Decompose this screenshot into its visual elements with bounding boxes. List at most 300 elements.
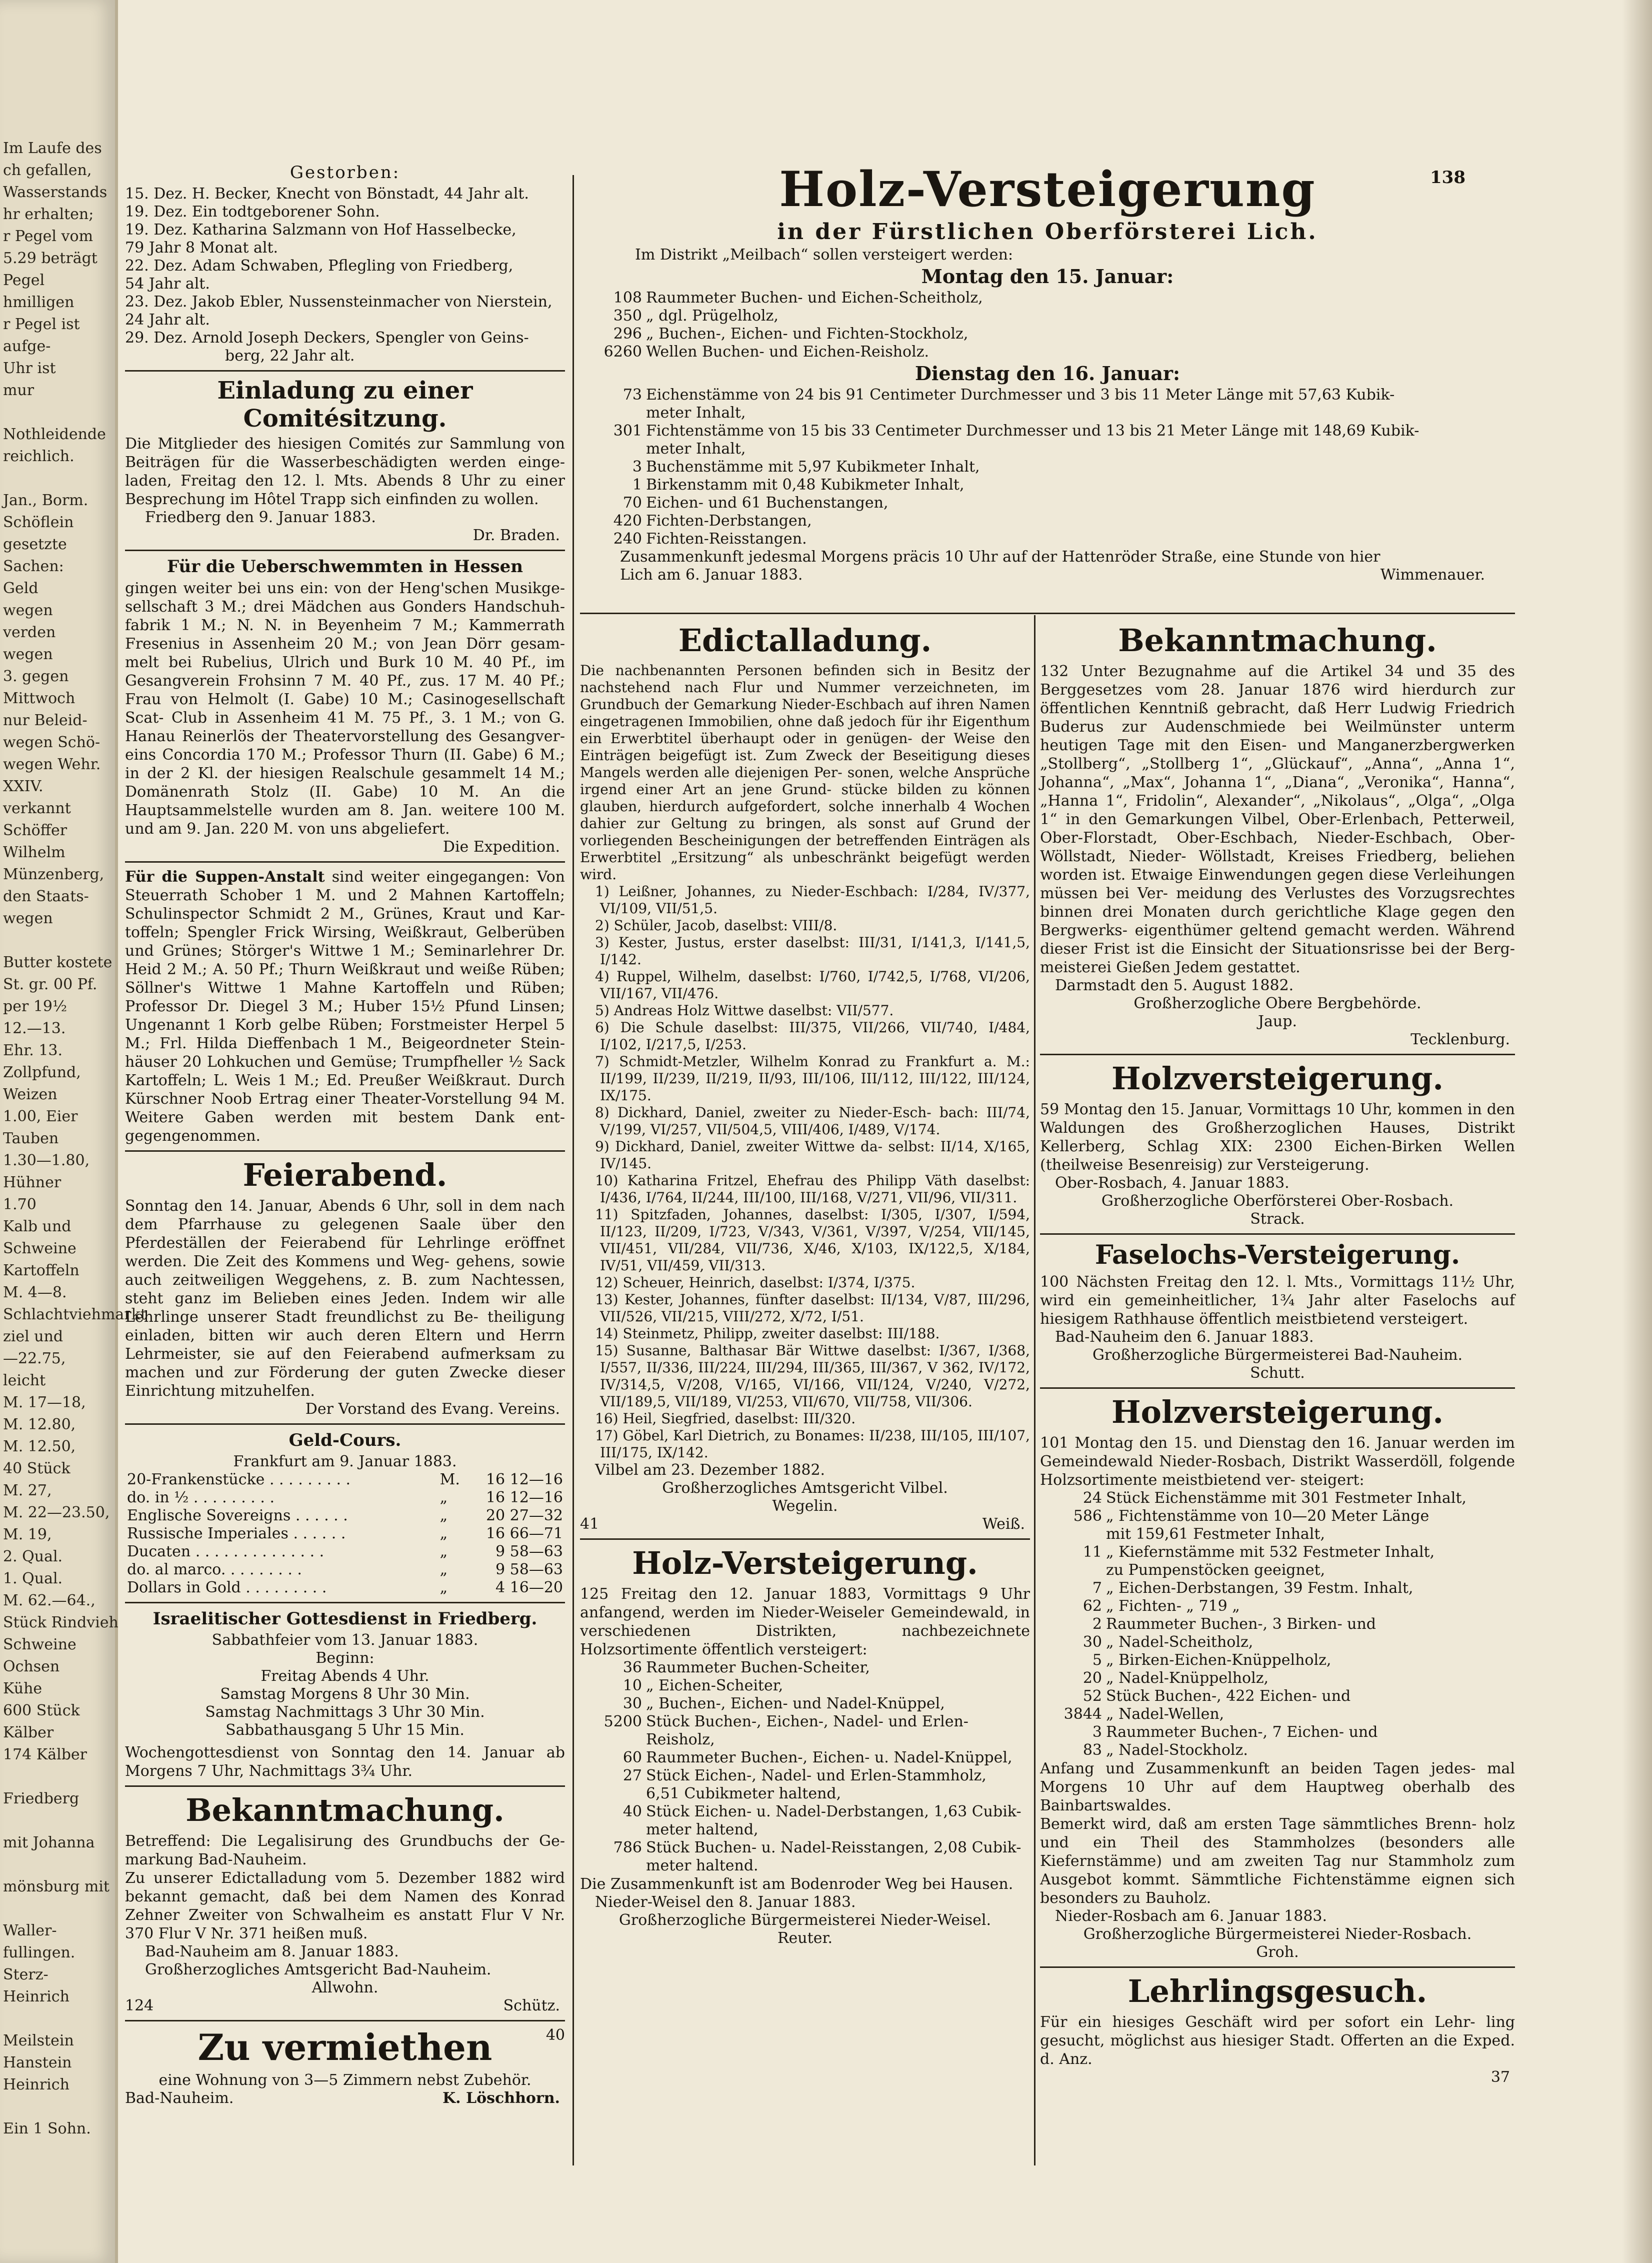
- list-row: [1040, 1705, 1515, 1723]
- edict-item: 9) Dickhard, Daniel, zweiter Wittwe da- selbst: II/14, X/165, IV/145.: [595, 1138, 1030, 1172]
- soup-title: Für die Suppen-Anstalt: [125, 868, 325, 886]
- gutter-text-line: XXIV.: [3, 778, 44, 795]
- faselochs-office: Großherzogliche Bürgermeisterei Bad-Nauheim.: [1092, 1346, 1463, 1364]
- gutter-text-line: mönsburg mit: [3, 1878, 110, 1895]
- row-quantity: [1040, 1561, 1104, 1579]
- gutter-text-line: Stück Rindvieh: [3, 1614, 118, 1631]
- divider: [125, 550, 565, 551]
- row-description: „ Birken-Eichen-Knüppelholz,: [1106, 1651, 1332, 1669]
- edict-name: Wegelin.: [772, 1497, 838, 1515]
- geld-row: [125, 1579, 565, 1597]
- top-auction-day2-list: [580, 386, 1515, 548]
- edict-item: 5) Andreas Holz Wittwe daselbst: VII/577.: [595, 1002, 894, 1019]
- gutter-text-line: gesetzte: [3, 536, 67, 553]
- right-auction1-text: 59 Montag den 15. Januar, Vormittags 10 Uhr, kommen in den Waldungen des Großherzoglichen Hauses, Distrikt Kellerberg, Schlag XIX: 2300 Eichen-Birken Wellen (theilweise Besenreisig) zur Versteigerung.: [1040, 1101, 1515, 1174]
- row-description: Raummeter Buchen-, 3 Birken- und: [1106, 1615, 1376, 1633]
- geld-row: [125, 1507, 565, 1525]
- gutter-text-line: Nothleidende: [3, 426, 106, 443]
- row-quantity: 73: [622, 386, 642, 404]
- row-description: Reisholz,: [646, 1731, 715, 1748]
- gutter-text-line: wegen: [3, 910, 53, 927]
- geld-value: 4 16—20: [496, 1579, 563, 1596]
- top-auction-intro: Im Distrikt „Meilbach“ sollen versteigert werden:: [635, 246, 1014, 264]
- list-row: [1040, 1615, 1515, 1633]
- mid-auction-list: [580, 1659, 1030, 1875]
- mid-auction-title: Holz-Versteigerung.: [632, 1545, 978, 1581]
- row-quantity: 2: [1092, 1615, 1102, 1633]
- edict-item: 16) Heil, Siegfried, daselbst: III/320.: [595, 1410, 856, 1427]
- right-column: [1040, 620, 1515, 2190]
- gutter-text-line: Friedberg: [3, 1790, 80, 1807]
- list-row: [580, 386, 1515, 404]
- row-description: zu Pumpenstöcken geeignet,: [1106, 1561, 1326, 1579]
- row-quantity: 20: [1082, 1669, 1102, 1687]
- gutter-text-line: 600 Stück: [3, 1702, 80, 1719]
- row-quantity: 1: [632, 476, 642, 494]
- row-quantity: 6260: [604, 343, 642, 361]
- list-row: [1040, 1651, 1515, 1669]
- divider: [125, 1423, 565, 1425]
- row-description: Raummeter Buchen- und Eichen-Scheitholz,: [646, 289, 983, 307]
- lehrling-text: Für ein hiesiges Geschäft wird per sofort ein Lehr- ling gesucht, möglichst aus hiesiger Stadt. Offerten an die Exped. d. Anz.: [1040, 2013, 1515, 2068]
- comite-place: Friedberg den 9. Januar 1883.: [145, 509, 376, 526]
- list-row: [1040, 1543, 1515, 1561]
- faselochs-signature: Schutt.: [1250, 1364, 1305, 1382]
- row-description: „ Fichtenstämme von 10—20 Meter Länge: [1106, 1507, 1430, 1525]
- geld-unit: „: [440, 1489, 448, 1506]
- row-description: Stück Eichenstämme mit 301 Festmeter Inhalt,: [1106, 1489, 1466, 1507]
- death-entry: 54 Jahr alt.: [125, 275, 210, 293]
- right-auction1-place: Ober-Rosbach, 4. Januar 1883.: [1055, 1174, 1290, 1192]
- edict-signature: Weiß.: [982, 1515, 1025, 1533]
- list-row: [580, 289, 1515, 307]
- gutter-text-line: Kälber: [3, 1724, 54, 1741]
- right-auction2-office: Großherzogliche Bürgermeisterei Nieder-Rosbach.: [1083, 1925, 1472, 1943]
- geld-row: [125, 1489, 565, 1507]
- israel-line: Beginn:: [316, 1649, 374, 1667]
- row-description: „ Kiefernstämme mit 532 Festmeter Inhalt,: [1106, 1543, 1435, 1561]
- left-column: [125, 160, 565, 2190]
- row-quantity: 70: [622, 494, 642, 512]
- row-quantity: 30: [622, 1695, 642, 1712]
- geld-value: 20 27—32: [486, 1507, 563, 1524]
- geld-name: do. in ½ . . . . . . . . .: [127, 1489, 274, 1506]
- edict-title: Edictalladung.: [678, 622, 932, 659]
- israel-line: Samstag Morgens 8 Uhr 30 Min.: [220, 1685, 470, 1703]
- row-description: Eichen- und 61 Buchenstangen,: [646, 494, 888, 512]
- gutter-text-line: M. 22—23.50,: [3, 1504, 110, 1521]
- gutter-text-line: M. 19,: [3, 1526, 52, 1543]
- row-quantity: 10: [622, 1677, 642, 1694]
- gutter-text-line: Wilhelm: [3, 844, 66, 861]
- row-quantity: 5: [1092, 1651, 1102, 1669]
- gutter-text-line: mit Johanna: [3, 1834, 95, 1851]
- row-quantity: [580, 1857, 644, 1875]
- edict-item: 1) Leißner, Johannes, zu Nieder-Eschbach: I/284, IV/377, VI/109, VII/51,5.: [595, 883, 1030, 917]
- list-row: [580, 512, 1515, 530]
- right-auction2-meeting: Anfang und Zusammenkunft an beiden Tagen jedes- mal Morgens 10 Uhr auf dem Hauptweg oberhalb des Bainbartswaldes.: [1040, 1760, 1515, 1814]
- deaths-title: Gestorben:: [290, 163, 400, 183]
- gutter-text-line: 174 Kälber: [3, 1746, 87, 1763]
- gutter-text-line: Münzenberg,: [3, 866, 104, 883]
- faselochs-title: Faselochs-Versteigerung.: [1094, 1240, 1460, 1270]
- gutter-text-line: Ehr. 13.: [3, 1042, 63, 1059]
- gutter-text-line: leicht: [3, 1372, 46, 1389]
- gutter-text-line: M. 4—8.: [3, 1284, 67, 1301]
- middle-column: [580, 620, 1030, 2190]
- death-entry: berg, 22 Jahr alt.: [225, 347, 355, 365]
- faselochs-text: 100 Nächsten Freitag den 12. l. Mts., Vormittags 11½ Uhr, wird ein gemeinheitlicher, 1¾ Jahr alter Faselochs auf hiesigem Rathhause öffentlich meistbietend versteigert.: [1040, 1273, 1515, 1328]
- mid-auction-meeting: Die Zusammenkunft ist am Bodenroder Weg bei Hausen.: [580, 1875, 1014, 1893]
- divider: [125, 1150, 565, 1152]
- edict-office: Großherzogliches Amtsgericht Vilbel.: [662, 1479, 948, 1497]
- gutter-text-line: Zollpfund,: [3, 1064, 81, 1081]
- gutter-text-line: Schöffer: [3, 822, 68, 839]
- geld-value: 16 12—16: [486, 1471, 563, 1488]
- gutter-text-line: r Pegel vom: [3, 228, 94, 245]
- row-description: meter haltend.: [646, 1857, 758, 1874]
- gutter-text-line: aufge-: [3, 338, 51, 355]
- row-quantity: [580, 404, 644, 422]
- feierabend-title: Feierabend.: [242, 1157, 448, 1193]
- gutter-text-line: Hanstein: [3, 2054, 72, 2071]
- bekanntmachung-left-name: Allwohn.: [312, 1979, 378, 1996]
- geld-name: Ducaten . . . . . . . . . . . . . .: [127, 1543, 324, 1560]
- israel-schedule: [125, 1631, 565, 1739]
- top-auction-day2: Dienstag den 16. Januar:: [914, 362, 1180, 385]
- row-quantity: [1040, 1525, 1104, 1543]
- gutter-text-line: Waller-: [3, 1922, 57, 1939]
- row-description: 6,51 Cubikmeter haltend,: [646, 1785, 842, 1802]
- geld-value: 9 58—63: [496, 1543, 563, 1560]
- row-quantity: 52: [1082, 1687, 1102, 1705]
- edict-item: 6) Die Schule daselbst: III/375, VII/266, VII/740, I/484, I/102, I/217,5, I/253.: [595, 1019, 1030, 1053]
- row-description: Fichten-Reisstangen.: [646, 530, 807, 548]
- row-description: meter Inhalt,: [646, 440, 746, 458]
- divider: [1040, 1054, 1515, 1055]
- edict-item: 2) Schüler, Jacob, daselbst: VIII/8.: [595, 917, 838, 934]
- bekanntmachung-right-text: 132 Unter Bezugnahme auf die Artikel 34 und 35 des Berggesetzes vom 28. Januar 1876 wird hierdurch zur öffentlichen Kenntniß gebracht, daß Herr Ludwig Friedrich Buderus zur Audenschmiede bei Weilmünster unterm heutigen Tage mit den Eisen- und Manganerzbergwerken „Stollberg“, „Stollberg 1“, „Glückauf“, „Anna“, „Anna 1“, Johanna“, „Max“, Johanna 1“, „Diana“, „Veronika“, Hanna“, „Hanna 1“, Fridolin“, Alexander“, „Nikolaus“, „Olga“, „Olga 1“ in den Gemarkungen Vilbel, Ober-Erlenbach, Petterweil, Ober-Florstadt, Ober-Eschbach, Nieder-Eschbach, Ober-Wöllstadt, Nieder- Wöllstadt, Kreises Friedberg, beliehen worden ist. Etwaige Einwendungen gegen diese Verleihungen müssen bei Ver- meidung des Verlustes des Vorzugsrechtes binnen drei Monaten durch gerichtliche Klage gegen den Bergwerks- eigenthümer geltend gemacht werden. Während dieser Frist ist die Einsicht der Situationsrisse bei der Berg- meisterei Gießen Jedem gestattet.: [1040, 663, 1515, 976]
- bekanntmachung-right-name: Jaup.: [1258, 1013, 1297, 1030]
- row-quantity: 60: [622, 1749, 642, 1766]
- list-row: [1040, 1633, 1515, 1651]
- right-auction2-text: 101 Montag den 15. und Dienstag den 16. Januar werden im Gemeindewald Nieder-Rosbach, Distrikt Wasserdöll, folgende Holzsortimente meistbietend ver- steigert:: [1040, 1434, 1515, 1489]
- row-description: Eichenstämme von 24 bis 91 Centimeter Durchmesser und 3 bis 11 Meter Länge mit 57,63 Kubik-: [646, 386, 1395, 404]
- divider: [125, 2020, 565, 2021]
- gutter-text-line: Butter kostete: [3, 954, 112, 971]
- geld-row: [125, 1543, 565, 1561]
- row-description: „ Buchen-, Eichen- und Nadel-Knüppel,: [646, 1695, 945, 1712]
- list-row: [1040, 1507, 1515, 1525]
- row-description: „ Fichten- „ 719 „: [1106, 1597, 1240, 1615]
- divider: [1040, 1233, 1515, 1235]
- geld-unit: „: [440, 1561, 448, 1578]
- list-row: [580, 440, 1515, 458]
- geld-value: 16 12—16: [486, 1489, 563, 1506]
- gutter-text-line: 3. gegen: [3, 668, 69, 685]
- divider: [1040, 1387, 1515, 1389]
- gutter-text-line: Schweine: [3, 1240, 76, 1257]
- row-description: „ Eichen-Derbstangen, 39 Festm. Inhalt,: [1106, 1579, 1414, 1597]
- geld-row: [125, 1471, 565, 1489]
- geld-name: Dollars in Gold . . . . . . . . .: [127, 1579, 327, 1596]
- row-quantity: 420: [613, 512, 642, 530]
- row-quantity: 27: [622, 1767, 642, 1784]
- row-quantity: [580, 1785, 644, 1803]
- gutter-text-line: Uhr ist: [3, 360, 56, 377]
- gutter-text-line: Kühe: [3, 1680, 42, 1697]
- gutter-text-line: fullingen.: [3, 1944, 76, 1961]
- gutter-text-line: 12.—13.: [3, 1020, 66, 1037]
- row-description: Birkenstamm mit 0,48 Kubikmeter Inhalt,: [646, 476, 964, 494]
- feierabend-text: Sonntag den 14. Januar, Abends 6 Uhr, soll in dem nach dem Pfarrhause zu gelegenen Saale über den Pferdeställen der Feierabend für Lehrlinge eröffnet werden. Die Zeit des Kommens und Weg- gehens, sowie auch zeitweiligen Weggehens, z. B. zum Nachtessen, steht ganz im Belieben eines Jeden. Indem wir alle Lehrlinge unserer Stadt freundlichst zu Be- theiligung einladen, bitten wir auch deren Eltern und Herrn Lehrmeister, sie auf den Feierabend aufmerksam zu machen und zur Förderung der guten Zwecke dieser Einrichtung mitzuhelfen.: [125, 1197, 565, 1400]
- mid-auction-text: 125 Freitag den 12. Januar 1883, Vormittags 9 Uhr anfangend, werden im Nieder-Weiseler Gemeindewald, in verschiedenen Distrikten, nachbezeichnete Holzsortimente öffentlich versteigert:: [580, 1585, 1030, 1658]
- row-description: Stück Eichen-, Nadel- und Erlen-Stammholz,: [646, 1767, 986, 1784]
- geld-cours-title: Geld-Cours.: [288, 1430, 402, 1450]
- bekanntmachung-right-office: Großherzogliche Obere Bergbehörde.: [1134, 995, 1422, 1012]
- list-row: [580, 476, 1515, 494]
- gutter-text-line: den Staats-: [3, 888, 89, 905]
- edict-item: 4) Ruppel, Wilhelm, daselbst: I/760, I/742,5, I/768, VI/206, VII/167, VII/476.: [595, 968, 1030, 1002]
- death-entry: 24 Jahr alt.: [125, 311, 210, 329]
- row-description: Fichtenstämme von 15 bis 33 Centimeter Durchmesser und 13 bis 21 Meter Länge mit 148,69 Kubik-: [646, 422, 1420, 440]
- geld-name: Englische Sovereigns . . . . . .: [127, 1507, 348, 1524]
- gutter-text-line: M. 17—18,: [3, 1394, 86, 1411]
- gutter-text-line: nur Beleid-: [3, 712, 88, 729]
- edict-number: 41: [580, 1515, 600, 1533]
- geld-cours-place: Frankfurt am 9. Januar 1883.: [233, 1453, 457, 1470]
- bekanntmachung-left-office: Großherzogliches Amtsgericht Bad-Nauheim.: [145, 1961, 492, 1978]
- israel-line: Sabbathfeier vom 13. Januar 1883.: [212, 1631, 478, 1649]
- list-row: [580, 1767, 1030, 1785]
- row-quantity: 108: [613, 289, 642, 307]
- bekanntmachung-left-place: Bad-Nauheim am 8. Januar 1883.: [145, 1943, 399, 1960]
- list-row: [580, 1731, 1030, 1749]
- gutter-text-line: Schweine: [3, 1636, 76, 1653]
- gutter-text-line: ziel und: [3, 1328, 64, 1345]
- edict-item: 11) Spitzfaden, Johannes, daselbst: I/305, I/307, I/594, II/123, II/209, I/723, V/343, V/361, V/397, V/254, VII/145, VII/451, VII/284, VII/736, X/46, X/103, IX/122,5, X/184, IV/51, VII/459, VII/313.: [595, 1206, 1030, 1274]
- gutter-text-line: 1.30—1.80,: [3, 1152, 90, 1169]
- comite-title: Einladung zu einer Comitésitzung.: [217, 377, 473, 433]
- row-quantity: [580, 440, 644, 458]
- right-auction1-title: Holzversteigerung.: [1112, 1060, 1444, 1097]
- top-auction-place: Lich am 6. Januar 1883.: [620, 566, 803, 584]
- geld-row: [125, 1525, 565, 1543]
- divider: [125, 861, 565, 863]
- list-row: [1040, 1579, 1515, 1597]
- right-auction2-signature: Groh.: [1256, 1943, 1299, 1961]
- death-entry: 29. Dez. Arnold Joseph Deckers, Spengler von Geins-: [125, 329, 529, 347]
- gutter-text-line: Jan., Borm.: [3, 492, 88, 509]
- gutter-text-line: reichlich.: [3, 448, 74, 465]
- top-auction-signature: Wimmenauer.: [1380, 566, 1485, 584]
- gutter-text-line: Schlachtviehmarkt: [3, 1306, 146, 1323]
- list-row: [1040, 1525, 1515, 1543]
- faselochs-place: Bad-Nauheim den 6. Januar 1883.: [1055, 1328, 1314, 1346]
- death-entry: 19. Dez. Ein todtgeborener Sohn.: [125, 203, 380, 221]
- israel-title: Israelitischer Gottesdienst in Friedberg.: [152, 1609, 538, 1629]
- list-row: [1040, 1741, 1515, 1759]
- row-description: „ Eichen-Scheiter,: [646, 1677, 784, 1694]
- mid-auction-office: Großherzogliche Bürgermeisterei Nieder-Weisel.: [618, 1911, 992, 1929]
- gutter-text-line: wegen Wehr.: [3, 756, 101, 773]
- mid-auction-name: Reuter.: [777, 1929, 833, 1947]
- bekanntmachung-right-signature: Tecklenburg.: [1410, 1031, 1510, 1048]
- list-row: [1040, 1669, 1515, 1687]
- gutter-text-line: Sterz-: [3, 1966, 48, 1983]
- death-entry: 23. Dez. Jakob Ebler, Nussensteinmacher von Nierstein,: [125, 293, 552, 311]
- gutter-text-line: Ochsen: [3, 1658, 60, 1675]
- gutter-text-line: 1.70: [3, 1196, 36, 1213]
- list-row: [580, 325, 1515, 343]
- right-auction1-signature: Strack.: [1250, 1210, 1305, 1228]
- row-quantity: 786: [613, 1839, 642, 1856]
- row-description: Raummeter Buchen-, 7 Eichen- und: [1106, 1723, 1378, 1741]
- gutter-text-line: Mittwoch: [3, 690, 76, 707]
- list-row: [580, 404, 1515, 422]
- right-auction2-title: Holzversteigerung.: [1112, 1394, 1444, 1430]
- list-row: [580, 1857, 1030, 1875]
- comite-signature: Dr. Braden.: [472, 527, 560, 544]
- death-entry: 22. Dez. Adam Schwaben, Pflegling von Friedberg,: [125, 257, 514, 275]
- right-auction2-note: Bemerkt wird, daß am ersten Tage sämmtliches Brenn- holz und ein Theil des Stammholzes (besonders alle Kiefernstämme) und am zweiten Tag nur Stammholz zum Ausgebot kommt. Sämmtliche Fichtenstämme eignen sich besonders zu Bauholz.: [1040, 1815, 1515, 1907]
- list-row: [1040, 1597, 1515, 1615]
- mid-auction-place: Nieder-Weisel den 8. Januar 1883.: [595, 1893, 856, 1911]
- edict-items: [580, 883, 1030, 1461]
- bekanntmachung-left-signature: Schütz.: [503, 1997, 560, 2014]
- row-quantity: 30: [1082, 1633, 1102, 1651]
- list-row: [1040, 1489, 1515, 1507]
- right-auction2-place: Nieder-Rosbach am 6. Januar 1883.: [1055, 1907, 1328, 1925]
- divider: [125, 1602, 565, 1603]
- gutter-text-line: Wasserstands: [3, 184, 108, 201]
- row-description: Fichten-Derbstangen,: [646, 512, 812, 530]
- row-quantity: 301: [613, 422, 642, 440]
- gutter-text-line: verden: [3, 624, 56, 641]
- edict-item: 3) Kester, Justus, erster daselbst: III/31, I/141,3, I/141,5, I/142.: [595, 934, 1030, 968]
- lehrling-title: Lehrlingsgesuch.: [1128, 1973, 1428, 2009]
- bekanntmachung-left-subject: Betreffend: Die Legalisirung des Grundbuchs der Ge- markung Bad-Nauheim.: [125, 1832, 565, 1868]
- geld-unit: „: [440, 1579, 448, 1596]
- gutter-text-line: Ein 1 Sohn.: [3, 2120, 91, 2137]
- gutter-text-line: 5.29 beträgt: [3, 250, 98, 267]
- page-edge-shadow: [1622, 0, 1652, 2263]
- geld-name: Russische Imperiales . . . . . .: [127, 1525, 346, 1542]
- deaths-list: [125, 185, 565, 365]
- list-row: [580, 1713, 1030, 1731]
- list-row: [580, 1749, 1030, 1767]
- bekanntmachung-left-text: Zu unserer Edictalladung vom 5. Dezember 1882 wird bekannt gemacht, daß bei dem Namen des Konrad Zehner Zweiter von Schwalheim es anstatt Flur V Nr. 370 Flur V Nr. 371 heißen muß.: [125, 1869, 565, 1942]
- geld-cours-table: [125, 1471, 565, 1597]
- row-quantity: 240: [613, 530, 642, 548]
- row-description: mit 159,61 Festmeter Inhalt,: [1106, 1525, 1325, 1543]
- geld-value: 16 66—71: [486, 1525, 563, 1542]
- feierabend-signature: Der Vorstand des Evang. Vereins.: [305, 1400, 560, 1418]
- edict-item: 7) Schmidt-Metzler, Wilhelm Konrad zu Frankfurt a. M.: II/199, II/239, II/219, II/93, III/106, III/112, III/122, III/124, IX/175.: [595, 1053, 1030, 1104]
- israel-line: Samstag Nachmittags 3 Uhr 30 Min.: [205, 1703, 485, 1721]
- row-quantity: 586: [1073, 1507, 1102, 1525]
- row-quantity: 296: [613, 325, 642, 343]
- list-row: [580, 530, 1515, 548]
- page-number: 138: [1430, 168, 1466, 188]
- list-row: [580, 1695, 1030, 1713]
- gutter-text-line: Weizen: [3, 1086, 58, 1103]
- gutter-text-line: M. 62.—64.,: [3, 1592, 96, 1609]
- row-description: Buchenstämme mit 5,97 Kubikmeter Inhalt,: [646, 458, 980, 476]
- gutter-text-line: wegen Schö-: [3, 734, 100, 751]
- gutter-text-line: Heinrich: [3, 1988, 70, 2005]
- gutter-text-line: 2. Qual.: [3, 1548, 63, 1565]
- top-auction-day1: Montag den 15. Januar:: [921, 265, 1174, 288]
- list-row: [580, 1839, 1030, 1857]
- gutter-text-line: r Pegel ist: [3, 316, 80, 333]
- divider: [125, 1785, 565, 1787]
- list-row: [580, 1821, 1030, 1839]
- gutter-text-line: M. 12.50,: [3, 1438, 76, 1455]
- gutter-text-line: per 19½: [3, 998, 68, 1015]
- bekanntmachung-left-number: 124: [125, 1997, 154, 2014]
- vermiethen-number: 40: [546, 2026, 565, 2044]
- gutter-text-line: 1.00, Eier: [3, 1108, 78, 1125]
- row-quantity: [580, 1731, 644, 1749]
- israel-line: Freitag Abends 4 Uhr.: [260, 1667, 430, 1685]
- list-row: [580, 494, 1515, 512]
- vermiethen-text: eine Wohnung von 3—5 Zimmern nebst Zubehör.: [158, 2071, 532, 2089]
- row-quantity: 36: [622, 1659, 642, 1676]
- row-description: Stück Buchen-, Eichen-, Nadel- und Erlen-: [646, 1713, 968, 1730]
- row-quantity: 62: [1082, 1597, 1102, 1615]
- row-description: Stück Eichen- u. Nadel-Derbstangen, 1,63 Cubik-: [646, 1803, 1022, 1820]
- row-description: Wellen Buchen- und Eichen-Reisholz.: [646, 343, 930, 361]
- row-description: meter haltend,: [646, 1821, 758, 1838]
- gutter-text-line: Kalb und: [3, 1218, 72, 1235]
- row-description: Raummeter Buchen-Scheiter,: [646, 1659, 870, 1676]
- gutter-text-line: Heinrich: [3, 2076, 70, 2093]
- vermiethen-place: Bad-Nauheim.: [125, 2089, 234, 2107]
- geld-unit: „: [440, 1507, 448, 1524]
- death-entry: 15. Dez. H. Becker, Knecht von Bönstadt, 44 Jahr alt.: [125, 185, 529, 203]
- gutter-text-line: hr erhalten;: [3, 206, 94, 223]
- row-quantity: 350: [613, 307, 642, 325]
- bekanntmachung-left-title: Bekanntmachung.: [186, 1792, 504, 1828]
- gutter-text-line: Pegel: [3, 272, 45, 289]
- gutter-text-line: M. 12.80,: [3, 1416, 76, 1433]
- row-quantity: 7: [1092, 1579, 1102, 1597]
- top-auction-meeting: Zusammenkunft jedesmal Morgens präcis 10 Uhr auf der Hattenröder Straße, eine Stunde von hier: [620, 548, 1380, 566]
- gutter-text-line: St. gr. 00 Pf.: [3, 976, 98, 993]
- soup-text: sind weiter eingegangen: Von Steuerrath Schober 1 M. und 2 Mahnen Kartoffeln; Schulinspector Schmidt 2 M., Grünes, Kraut und Kar- toffeln; Spengler Frick Wirsing, Weißkraut, Gelberüben und Grünes; Störger's Wittwe 1 M.; Seminarlehrer Dr. Heid 2 M.; A. 50 Pf.; Thurn Weißkraut und weiße Rüben; Söllner's Wittwe 1 Mahne Kartoffeln und Rüben; Professor Dr. Diegel 3 M.; Huber 15½ Pfund Linsen; Ungenannt 1 Korb gelbe Rüben; Forstmeister Herpel 5 M.; Frl. Hilda Dieffenbach 1 M., Beigeordneter Stein- häuser 20 Lohkuchen und Gemüse; Trumpfheller ½ Sack Kartoffeln; L. Weis 1 M.; Ed. Preußer Weißkraut. Durch Kürschner Noob Ertrag einer Theater-Vorstellung 94 M. Weitere Gaben werden mit bestem Dank ent- gegengenommen.: [125, 868, 565, 1145]
- list-row: [580, 1803, 1030, 1821]
- gutter-text-line: Schöflein: [3, 514, 74, 531]
- bekanntmachung-right-place: Darmstadt den 5. August 1882.: [1055, 977, 1294, 994]
- gutter-text-line: 40 Stück: [3, 1460, 70, 1477]
- row-description: Raummeter Buchen-, Eichen- u. Nadel-Knüppel,: [646, 1749, 1012, 1766]
- gutter-text-line: Kartoffeln: [3, 1262, 80, 1279]
- death-entry: 19. Dez. Katharina Salzmann von Hof Hasselbecke,: [125, 221, 516, 239]
- gutter-text-line: hmilligen: [3, 294, 74, 311]
- gutter-text-line: verkannt: [3, 800, 71, 817]
- geld-unit: „: [440, 1525, 448, 1542]
- flood-signature: Die Expedition.: [442, 838, 560, 856]
- list-row: [1040, 1687, 1515, 1705]
- israel-line: Sabbathausgang 5 Uhr 15 Min.: [226, 1721, 464, 1739]
- edict-item: 8) Dickhard, Daniel, zweiter zu Nieder-Esch- bach: III/74, V/199, VI/257, VII/504,5, VIII/406, I/489, V/174.: [595, 1104, 1030, 1138]
- death-entry: 79 Jahr 8 Monat alt.: [125, 239, 278, 257]
- list-row: [1040, 1723, 1515, 1741]
- row-quantity: 3: [1092, 1723, 1102, 1741]
- gutter-text-line: Hühner: [3, 1174, 62, 1191]
- row-quantity: 83: [1082, 1741, 1102, 1759]
